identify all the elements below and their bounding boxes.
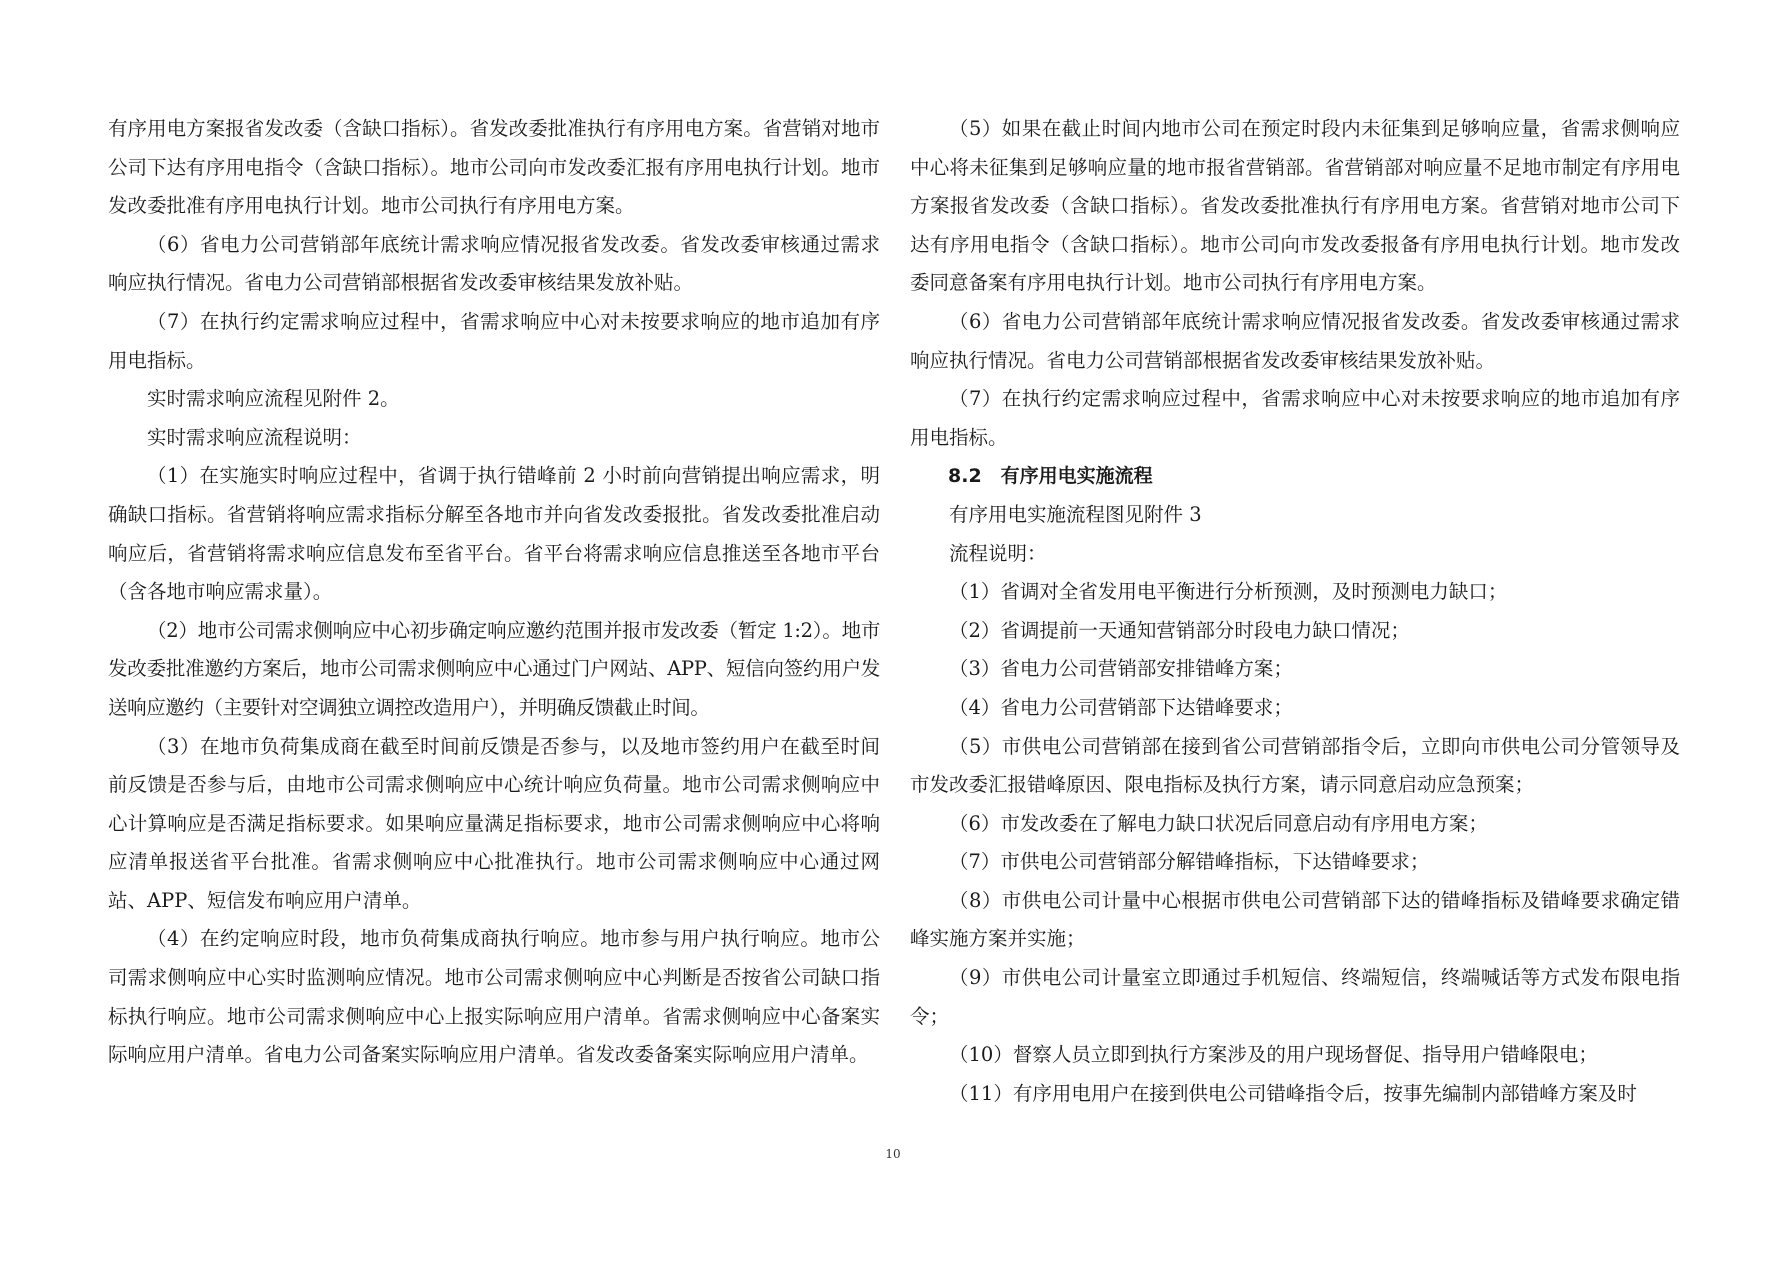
list-item: （1）省调对全省发用电平衡进行分析预测，及时预测电力缺口； bbox=[949, 580, 1508, 604]
paragraph: （4）在约定响应时段，地市负荷集成商执行响应。地市参与用户执行响应。地市公司需求侧响应中心实时监测响应情况。地市公司需求侧响应中心判断是否按省公司缺口指标执行响应。地市公司需求侧响应中心上报实际响应用户清单。省需求侧响应中心备案实际响应用户清单。省电力公司备案实际响应用户清单。省发改委备案实际响应用户清单。 bbox=[108, 927, 880, 1067]
list-item: （2）省调提前一天通知营销部分时段电力缺口情况； bbox=[949, 618, 1410, 642]
paragraph: 有序用电方案报省发改委（含缺口指标）。省发改委批准执行有序用电方案。省营销对地市公司下达有序用电指令（含缺口指标）。地市公司向市发改委汇报有序用电执行计划。地市发改委批准有序用电执行计划。地市公司执行有序用电方案。 bbox=[108, 117, 880, 218]
paragraph: 有序用电实施流程图见附件 3 bbox=[949, 502, 1202, 526]
paragraph: 流程说明： bbox=[949, 541, 1047, 565]
list-item: （7）市供电公司营销部分解错峰指标，下达错峰要求； bbox=[949, 850, 1430, 874]
paragraph: （2）地市公司需求侧响应中心初步确定响应邀约范围并报市发改委（暂定 1:2）。地市发改委批准邀约方案后，地市公司需求侧响应中心通过门户网站、APP、短信向签约用户发送响应邀约（主要针对空调独立调控改造用户），并明确反馈截止时间。 bbox=[108, 618, 880, 719]
list-item: （4）省电力公司营销部下达错峰要求； bbox=[949, 695, 1293, 719]
paragraph: 实时需求响应流程说明： bbox=[147, 425, 362, 449]
left-column bbox=[108, 110, 880, 1075]
list-item: （10）督察人员立即到执行方案涉及的用户现场督促、指导用户错峰限电； bbox=[949, 1043, 1598, 1067]
paragraph: （1）在实施实时响应过程中，省调于执行错峰前 2 小时前向营销提出响应需求，明确缺口指标。省营销将响应需求指标分解至各地市并向省发改委报批。省发改委批准启动响应后，省营销将需求响应信息发布至省平台。省平台将需求响应信息推送至各地市平台（含各地市响应需求量）。 bbox=[108, 464, 880, 604]
list-item: （5）市供电公司营销部在接到省公司营销部指令后，立即向市供电公司分管领导及市发改委汇报错峰原因、限电指标及执行方案，请示同意启动应急预案； bbox=[910, 734, 1680, 797]
section-heading: 8.2 有序用电实施流程 bbox=[948, 465, 1153, 488]
list-item: （11）有序用电用户在接到供电公司错峰指令后，按事先编制内部错峰方案及时 bbox=[949, 1081, 1637, 1105]
list-item: （6）市发改委在了解电力缺口状况后同意启动有序用电方案； bbox=[949, 811, 1488, 835]
list-item: （8）市供电公司计量中心根据市供电公司营销部下达的错峰指标及错峰要求确定错峰实施方案并实施； bbox=[910, 888, 1680, 951]
paragraph: （6）省电力公司营销部年底统计需求响应情况报省发改委。省发改委审核通过需求响应执行情况。省电力公司营销部根据省发改委审核结果发放补贴。 bbox=[108, 232, 880, 295]
page-number: 10 bbox=[885, 1147, 901, 1161]
paragraph: （5）如果在截止时间内地市公司在预定时段内未征集到足够响应量，省需求侧响应中心将未征集到足够响应量的地市报省营销部。省营销部对响应量不足地市制定有序用电方案报省发改委（含缺口指标）。省发改委批准执行有序用电方案。省营销对地市公司下达有序用电指令（含缺口指标）。地市公司向市发改委报备有序用电执行计划。地市发改委同意备案有序用电执行计划。地市公司执行有序用电方案。 bbox=[910, 117, 1680, 295]
list-item: （9）市供电公司计量室立即通过手机短信、终端短信，终端喊话等方式发布限电指令； bbox=[910, 966, 1680, 1028]
paragraph: （6）省电力公司营销部年底统计需求响应情况报省发改委。省发改委审核通过需求响应执行情况。省电力公司营销部根据省发改委审核结果发放补贴。 bbox=[910, 309, 1680, 372]
paragraph: （7）在执行约定需求响应过程中，省需求响应中心对未按要求响应的地市追加有序用电指标。 bbox=[108, 309, 880, 372]
paragraph: （7）在执行约定需求响应过程中，省需求响应中心对未按要求响应的地市追加有序用电指标。 bbox=[910, 387, 1680, 449]
paragraph: 实时需求响应流程见附件 2。 bbox=[147, 387, 400, 411]
paragraph: （3）在地市负荷集成商在截至时间前反馈是否参与，以及地市签约用户在截至时间前反馈是否参与后，由地市公司需求侧响应中心统计响应负荷量。地市公司需求侧响应中心计算响应是否满足指标要求。如果响应量满足指标要求，地市公司需求侧响应中心将响应清单报送省平台批准。省需求侧响应中心批准执行。地市公司需求侧响应中心通过网站、APP、短信发布响应用户清单。 bbox=[108, 734, 880, 912]
right-column bbox=[910, 110, 1680, 1113]
list-item: （3）省电力公司营销部安排错峰方案； bbox=[949, 657, 1293, 681]
